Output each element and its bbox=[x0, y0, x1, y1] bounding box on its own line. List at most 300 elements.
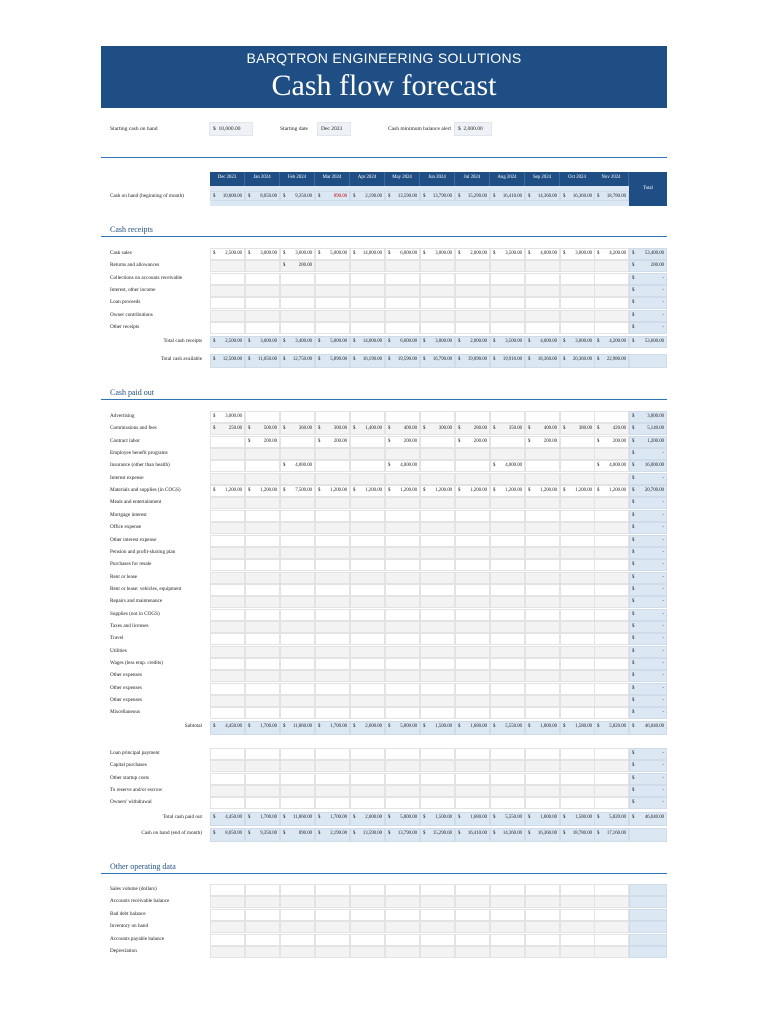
month-cell[interactable] bbox=[490, 760, 525, 772]
month-cell[interactable] bbox=[210, 658, 245, 670]
month-cell[interactable] bbox=[490, 510, 525, 522]
month-cell[interactable] bbox=[525, 423, 560, 435]
month-cell[interactable] bbox=[315, 670, 350, 682]
month-cell[interactable] bbox=[594, 785, 629, 797]
month-cell[interactable] bbox=[245, 460, 280, 472]
month-cell[interactable] bbox=[455, 547, 490, 559]
month-cell[interactable] bbox=[350, 273, 385, 285]
month-cell[interactable] bbox=[245, 596, 280, 608]
month-cell[interactable] bbox=[385, 436, 420, 448]
total-cell[interactable] bbox=[629, 812, 667, 826]
month-cell[interactable] bbox=[245, 436, 280, 448]
month-cell[interactable] bbox=[210, 621, 245, 633]
month-cell[interactable] bbox=[420, 707, 455, 719]
month-cell[interactable] bbox=[350, 633, 385, 645]
month-cell[interactable] bbox=[455, 584, 490, 596]
month-cell[interactable] bbox=[594, 707, 629, 719]
total-cell[interactable] bbox=[629, 297, 667, 309]
month-cell[interactable] bbox=[594, 695, 629, 707]
month-cell[interactable] bbox=[210, 748, 245, 760]
month-cell[interactable] bbox=[594, 797, 629, 809]
month-cell[interactable] bbox=[315, 336, 350, 348]
month-cell[interactable] bbox=[560, 609, 595, 621]
month-cell[interactable] bbox=[560, 559, 595, 571]
month-cell[interactable] bbox=[455, 423, 490, 435]
month-cell[interactable] bbox=[420, 485, 455, 497]
month-cell[interactable] bbox=[385, 273, 420, 285]
month-cell[interactable] bbox=[490, 354, 525, 368]
month-cell[interactable] bbox=[245, 748, 280, 760]
month-cell[interactable] bbox=[525, 596, 560, 608]
total-cell[interactable] bbox=[629, 683, 667, 695]
month-cell[interactable] bbox=[210, 896, 245, 908]
month-cell[interactable] bbox=[490, 322, 525, 334]
month-cell[interactable] bbox=[594, 748, 629, 760]
month-cell[interactable] bbox=[560, 934, 595, 946]
month-cell[interactable] bbox=[455, 460, 490, 472]
total-cell[interactable] bbox=[629, 707, 667, 719]
month-cell[interactable] bbox=[525, 707, 560, 719]
month-cell[interactable] bbox=[560, 748, 595, 760]
month-cell[interactable] bbox=[560, 596, 595, 608]
month-cell[interactable] bbox=[455, 896, 490, 908]
month-cell[interactable] bbox=[560, 797, 595, 809]
month-cell[interactable] bbox=[560, 411, 595, 423]
month-cell[interactable] bbox=[315, 285, 350, 297]
month-cell[interactable] bbox=[594, 559, 629, 571]
month-cell[interactable] bbox=[560, 828, 595, 842]
month-cell[interactable] bbox=[245, 646, 280, 658]
month-cell[interactable] bbox=[315, 658, 350, 670]
month-cell[interactable] bbox=[525, 896, 560, 908]
month-cell[interactable] bbox=[490, 633, 525, 645]
month-cell[interactable] bbox=[350, 658, 385, 670]
month-cell[interactable] bbox=[490, 785, 525, 797]
month-cell[interactable] bbox=[490, 748, 525, 760]
month-cell[interactable] bbox=[280, 721, 315, 735]
total-cell[interactable] bbox=[629, 695, 667, 707]
month-cell[interactable] bbox=[594, 596, 629, 608]
month-cell[interactable] bbox=[210, 646, 245, 658]
month-cell[interactable] bbox=[490, 497, 525, 509]
month-cell[interactable] bbox=[525, 260, 560, 272]
month-cell[interactable] bbox=[350, 510, 385, 522]
month-cell[interactable] bbox=[525, 460, 560, 472]
total-cell[interactable] bbox=[629, 658, 667, 670]
month-cell[interactable] bbox=[455, 354, 490, 368]
month-cell[interactable] bbox=[525, 354, 560, 368]
month-cell[interactable] bbox=[245, 670, 280, 682]
month-cell[interactable] bbox=[210, 559, 245, 571]
month-cell[interactable] bbox=[420, 336, 455, 348]
month-cell[interactable] bbox=[210, 285, 245, 297]
month-cell[interactable] bbox=[525, 322, 560, 334]
month-cell[interactable] bbox=[280, 828, 315, 842]
month-cell[interactable] bbox=[420, 273, 455, 285]
month-cell[interactable] bbox=[210, 322, 245, 334]
month-cell[interactable] bbox=[350, 646, 385, 658]
month-cell[interactable] bbox=[280, 633, 315, 645]
month-cell[interactable] bbox=[490, 828, 525, 842]
month-cell[interactable] bbox=[385, 934, 420, 946]
month-cell[interactable] bbox=[280, 797, 315, 809]
month-cell[interactable] bbox=[385, 423, 420, 435]
month-cell[interactable] bbox=[455, 336, 490, 348]
month-cell[interactable] bbox=[560, 760, 595, 772]
total-cell[interactable] bbox=[629, 260, 667, 272]
month-cell[interactable] bbox=[490, 559, 525, 571]
month-cell[interactable] bbox=[455, 760, 490, 772]
month-cell[interactable] bbox=[210, 473, 245, 485]
month-cell[interactable] bbox=[280, 773, 315, 785]
month-cell[interactable] bbox=[315, 785, 350, 797]
month-cell[interactable] bbox=[245, 633, 280, 645]
month-cell[interactable] bbox=[210, 797, 245, 809]
month-cell[interactable] bbox=[525, 621, 560, 633]
month-cell[interactable] bbox=[350, 683, 385, 695]
month-cell[interactable] bbox=[525, 683, 560, 695]
month-cell[interactable] bbox=[350, 485, 385, 497]
month-cell[interactable] bbox=[490, 683, 525, 695]
month-cell[interactable] bbox=[280, 460, 315, 472]
month-cell[interactable] bbox=[280, 683, 315, 695]
total-cell[interactable] bbox=[629, 497, 667, 509]
month-cell[interactable] bbox=[455, 448, 490, 460]
month-cell[interactable] bbox=[280, 260, 315, 272]
total-cell[interactable] bbox=[629, 485, 667, 497]
month-cell[interactable] bbox=[245, 535, 280, 547]
month-cell[interactable] bbox=[420, 797, 455, 809]
month-cell[interactable] bbox=[560, 721, 595, 735]
month-cell[interactable] bbox=[245, 510, 280, 522]
month-cell[interactable] bbox=[315, 584, 350, 596]
month-cell[interactable] bbox=[315, 460, 350, 472]
month-cell[interactable] bbox=[594, 448, 629, 460]
month-cell[interactable] bbox=[210, 921, 245, 933]
month-cell[interactable] bbox=[350, 946, 385, 958]
month-cell[interactable] bbox=[385, 448, 420, 460]
month-cell[interactable] bbox=[594, 633, 629, 645]
month-cell[interactable] bbox=[315, 273, 350, 285]
month-cell[interactable] bbox=[525, 497, 560, 509]
month-cell[interactable] bbox=[594, 683, 629, 695]
month-cell[interactable] bbox=[385, 572, 420, 584]
month-cell[interactable] bbox=[350, 448, 385, 460]
month-cell[interactable] bbox=[594, 354, 629, 368]
month-cell[interactable] bbox=[315, 633, 350, 645]
month-cell[interactable] bbox=[210, 721, 245, 735]
month-cell[interactable] bbox=[455, 828, 490, 842]
month-cell[interactable] bbox=[594, 896, 629, 908]
month-cell[interactable] bbox=[455, 297, 490, 309]
month-cell[interactable] bbox=[315, 297, 350, 309]
month-cell[interactable] bbox=[315, 683, 350, 695]
month-cell[interactable] bbox=[210, 812, 245, 826]
month-cell[interactable] bbox=[525, 773, 560, 785]
month-cell[interactable] bbox=[315, 485, 350, 497]
month-cell[interactable] bbox=[455, 646, 490, 658]
month-cell[interactable] bbox=[210, 485, 245, 497]
month-cell[interactable] bbox=[560, 473, 595, 485]
month-cell[interactable] bbox=[350, 609, 385, 621]
month-cell[interactable] bbox=[315, 572, 350, 584]
month-cell[interactable] bbox=[315, 909, 350, 921]
month-cell[interactable] bbox=[490, 248, 525, 260]
month-cell[interactable] bbox=[315, 797, 350, 809]
month-cell[interactable] bbox=[315, 535, 350, 547]
month-cell[interactable] bbox=[560, 921, 595, 933]
month-cell[interactable] bbox=[280, 670, 315, 682]
month-cell[interactable] bbox=[490, 658, 525, 670]
month-cell[interactable] bbox=[280, 596, 315, 608]
month-cell[interactable] bbox=[420, 473, 455, 485]
month-cell[interactable] bbox=[280, 760, 315, 772]
month-cell[interactable] bbox=[594, 297, 629, 309]
month-cell[interactable] bbox=[385, 460, 420, 472]
month-cell[interactable] bbox=[455, 921, 490, 933]
month-cell[interactable] bbox=[420, 547, 455, 559]
month-cell[interactable] bbox=[385, 191, 420, 201]
month-cell[interactable] bbox=[490, 260, 525, 272]
month-cell[interactable] bbox=[350, 572, 385, 584]
month-cell[interactable] bbox=[490, 310, 525, 322]
month-cell[interactable] bbox=[280, 658, 315, 670]
month-cell[interactable] bbox=[560, 695, 595, 707]
month-cell[interactable] bbox=[245, 260, 280, 272]
month-cell[interactable] bbox=[315, 436, 350, 448]
month-cell[interactable] bbox=[420, 411, 455, 423]
month-cell[interactable] bbox=[245, 584, 280, 596]
month-cell[interactable] bbox=[420, 812, 455, 826]
total-cell[interactable] bbox=[629, 721, 667, 735]
month-cell[interactable] bbox=[385, 322, 420, 334]
month-cell[interactable] bbox=[490, 812, 525, 826]
month-cell[interactable] bbox=[350, 812, 385, 826]
month-cell[interactable] bbox=[350, 785, 385, 797]
month-cell[interactable] bbox=[210, 683, 245, 695]
month-cell[interactable] bbox=[594, 946, 629, 958]
month-cell[interactable] bbox=[525, 812, 560, 826]
total-cell[interactable] bbox=[629, 760, 667, 772]
month-cell[interactable] bbox=[280, 297, 315, 309]
month-cell[interactable] bbox=[594, 812, 629, 826]
month-cell[interactable] bbox=[350, 497, 385, 509]
total-cell[interactable] bbox=[629, 559, 667, 571]
total-cell[interactable] bbox=[629, 423, 667, 435]
month-cell[interactable] bbox=[315, 522, 350, 534]
month-cell[interactable] bbox=[385, 559, 420, 571]
month-cell[interactable] bbox=[594, 260, 629, 272]
month-cell[interactable] bbox=[245, 812, 280, 826]
month-cell[interactable] bbox=[594, 921, 629, 933]
month-cell[interactable] bbox=[245, 785, 280, 797]
month-cell[interactable] bbox=[315, 423, 350, 435]
month-cell[interactable] bbox=[280, 934, 315, 946]
month-cell[interactable] bbox=[385, 828, 420, 842]
month-cell[interactable] bbox=[490, 297, 525, 309]
month-cell[interactable] bbox=[280, 646, 315, 658]
month-cell[interactable] bbox=[280, 285, 315, 297]
month-cell[interactable] bbox=[210, 707, 245, 719]
month-cell[interactable] bbox=[280, 336, 315, 348]
month-cell[interactable] bbox=[245, 559, 280, 571]
month-cell[interactable] bbox=[560, 354, 595, 368]
month-cell[interactable] bbox=[315, 260, 350, 272]
month-cell[interactable] bbox=[455, 721, 490, 735]
total-cell[interactable] bbox=[629, 646, 667, 658]
month-cell[interactable] bbox=[594, 485, 629, 497]
month-cell[interactable] bbox=[594, 609, 629, 621]
month-cell[interactable] bbox=[560, 248, 595, 260]
month-cell[interactable] bbox=[560, 322, 595, 334]
month-cell[interactable] bbox=[350, 310, 385, 322]
month-cell[interactable] bbox=[560, 646, 595, 658]
month-cell[interactable] bbox=[315, 609, 350, 621]
month-cell[interactable] bbox=[280, 559, 315, 571]
month-cell[interactable] bbox=[315, 896, 350, 908]
month-cell[interactable] bbox=[315, 322, 350, 334]
month-cell[interactable] bbox=[594, 191, 629, 201]
month-cell[interactable] bbox=[525, 797, 560, 809]
month-cell[interactable] bbox=[594, 646, 629, 658]
month-cell[interactable] bbox=[280, 785, 315, 797]
month-cell[interactable] bbox=[350, 423, 385, 435]
month-cell[interactable] bbox=[525, 336, 560, 348]
month-cell[interactable] bbox=[420, 909, 455, 921]
month-cell[interactable] bbox=[210, 535, 245, 547]
month-cell[interactable] bbox=[280, 621, 315, 633]
month-cell[interactable] bbox=[315, 497, 350, 509]
month-cell[interactable] bbox=[420, 260, 455, 272]
month-cell[interactable] bbox=[420, 760, 455, 772]
month-cell[interactable] bbox=[490, 448, 525, 460]
month-cell[interactable] bbox=[385, 260, 420, 272]
month-cell[interactable] bbox=[455, 522, 490, 534]
month-cell[interactable] bbox=[560, 436, 595, 448]
month-cell[interactable] bbox=[560, 773, 595, 785]
month-cell[interactable] bbox=[385, 785, 420, 797]
month-cell[interactable] bbox=[455, 596, 490, 608]
total-cell[interactable] bbox=[629, 522, 667, 534]
month-cell[interactable] bbox=[490, 273, 525, 285]
month-cell[interactable] bbox=[560, 310, 595, 322]
month-cell[interactable] bbox=[245, 411, 280, 423]
month-cell[interactable] bbox=[525, 633, 560, 645]
month-cell[interactable] bbox=[245, 547, 280, 559]
month-cell[interactable] bbox=[594, 584, 629, 596]
month-cell[interactable] bbox=[490, 909, 525, 921]
month-cell[interactable] bbox=[315, 773, 350, 785]
month-cell[interactable] bbox=[350, 695, 385, 707]
month-cell[interactable] bbox=[420, 596, 455, 608]
month-cell[interactable] bbox=[560, 485, 595, 497]
month-cell[interactable] bbox=[525, 909, 560, 921]
total-cell[interactable] bbox=[629, 336, 667, 348]
month-cell[interactable] bbox=[385, 285, 420, 297]
month-cell[interactable] bbox=[210, 695, 245, 707]
month-cell[interactable] bbox=[525, 522, 560, 534]
month-cell[interactable] bbox=[455, 812, 490, 826]
month-cell[interactable] bbox=[490, 336, 525, 348]
month-cell[interactable] bbox=[350, 336, 385, 348]
month-cell[interactable] bbox=[315, 812, 350, 826]
month-cell[interactable] bbox=[315, 547, 350, 559]
month-cell[interactable] bbox=[210, 522, 245, 534]
month-cell[interactable] bbox=[245, 909, 280, 921]
month-cell[interactable] bbox=[280, 473, 315, 485]
month-cell[interactable] bbox=[210, 909, 245, 921]
month-cell[interactable] bbox=[455, 485, 490, 497]
total-cell[interactable] bbox=[629, 448, 667, 460]
month-cell[interactable] bbox=[525, 547, 560, 559]
month-cell[interactable] bbox=[350, 670, 385, 682]
month-cell[interactable] bbox=[385, 633, 420, 645]
month-cell[interactable] bbox=[420, 522, 455, 534]
month-cell[interactable] bbox=[594, 535, 629, 547]
total-cell[interactable] bbox=[629, 921, 667, 933]
month-cell[interactable] bbox=[420, 695, 455, 707]
month-cell[interactable] bbox=[420, 460, 455, 472]
month-cell[interactable] bbox=[560, 297, 595, 309]
month-cell[interactable] bbox=[420, 785, 455, 797]
month-cell[interactable] bbox=[385, 354, 420, 368]
month-cell[interactable] bbox=[420, 310, 455, 322]
month-cell[interactable] bbox=[420, 748, 455, 760]
month-cell[interactable] bbox=[420, 670, 455, 682]
month-cell[interactable] bbox=[245, 773, 280, 785]
month-cell[interactable] bbox=[385, 946, 420, 958]
month-cell[interactable] bbox=[490, 707, 525, 719]
month-cell[interactable] bbox=[385, 473, 420, 485]
month-cell[interactable] bbox=[210, 609, 245, 621]
month-cell[interactable] bbox=[210, 354, 245, 368]
month-cell[interactable] bbox=[455, 909, 490, 921]
month-cell[interactable] bbox=[594, 473, 629, 485]
month-cell[interactable] bbox=[210, 670, 245, 682]
month-cell[interactable] bbox=[210, 411, 245, 423]
month-cell[interactable] bbox=[420, 934, 455, 946]
month-cell[interactable] bbox=[560, 448, 595, 460]
month-cell[interactable] bbox=[455, 773, 490, 785]
month-cell[interactable] bbox=[594, 621, 629, 633]
month-cell[interactable] bbox=[245, 310, 280, 322]
month-cell[interactable] bbox=[385, 797, 420, 809]
month-cell[interactable] bbox=[385, 658, 420, 670]
month-cell[interactable] bbox=[210, 497, 245, 509]
month-cell[interactable] bbox=[385, 748, 420, 760]
month-cell[interactable] bbox=[385, 522, 420, 534]
month-cell[interactable] bbox=[280, 707, 315, 719]
month-cell[interactable] bbox=[525, 572, 560, 584]
month-cell[interactable] bbox=[385, 584, 420, 596]
month-cell[interactable] bbox=[210, 633, 245, 645]
month-cell[interactable] bbox=[560, 547, 595, 559]
month-cell[interactable] bbox=[420, 497, 455, 509]
month-cell[interactable] bbox=[385, 884, 420, 896]
month-cell[interactable] bbox=[245, 297, 280, 309]
month-cell[interactable] bbox=[280, 310, 315, 322]
month-cell[interactable] bbox=[420, 510, 455, 522]
month-cell[interactable] bbox=[210, 436, 245, 448]
month-cell[interactable] bbox=[420, 884, 455, 896]
month-cell[interactable] bbox=[315, 921, 350, 933]
month-cell[interactable] bbox=[385, 596, 420, 608]
month-cell[interactable] bbox=[350, 621, 385, 633]
month-cell[interactable] bbox=[490, 721, 525, 735]
month-cell[interactable] bbox=[280, 354, 315, 368]
month-cell[interactable] bbox=[560, 909, 595, 921]
month-cell[interactable] bbox=[245, 797, 280, 809]
